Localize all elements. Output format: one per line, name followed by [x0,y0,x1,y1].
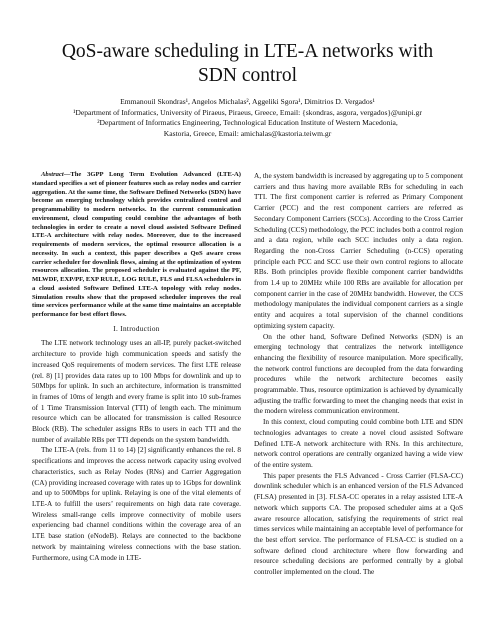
right-paragraph-1: A, the system bandwidth is increased by aggregating up to 5 component carriers and thus having more available RBs for scheduling in each TTI. The first component carrier is referred as Primary Component Carrier (PCC) and the rest component carriers are referred as Secondary Component Carriers (SCCs). According to the Cross Carrier Scheduling (CCS) methodology, the PCC includes both a control region and a data region, while each SCC includes only a data region. Regarding the non-Cross Carrier Scheduling (n-CCS) operating principle each PCC and SCC use their own control regions to allocate RBs. Both principles provide flexible component carrier bandwidths from 1.4 up to 20MHz while 100 RBs are available for allocation per component carrier in the case of 20MHz bandwidth. However, the CCS methodology manipulates the individual component carriers as a single entity and acquires a total supervision of the channel conditions optimizing system capacity. [254,172,463,330]
affiliation-2: ²Department of Informatics Engineering, Technological Education Institute of Western Macedonia, [97,118,398,128]
author-names: Emmanouil Skondras¹, Angelos Michalas², Aggeliki Sgora¹, Dimitrios D. Vergados¹ [120,97,375,106]
title-line-1: QoS-aware scheduling in LTE-A networks with [61,41,434,62]
right-column [254,171,463,578]
author-block [40,97,455,139]
title-line-2: SDN control [197,65,298,86]
right-paragraph-4: This paper presents the FLS Advanced - Cross Carrier (FLSA-CC) downlink scheduler which is an enhanced version of the FLS Advanced (FLSA) presented in [3]. FLSA-CC operates in a relay assisted LTE-A network which supports CA. The proposed scheduler aims at a QoS aware resource allocation, satisfying the requirements of strict real times services while maintaining an acceptable level of performance for the best effort service. The performance of FLSA-CC is studied on a software defined cloud architecture where flow forwarding and resource scheduling decisions are performed centrally by a global controller implemented on the cloud. The [254,471,463,577]
affiliation-3: Kastoria, Greece, Email: amichalas@kastoria.teiwm.gr [163,128,332,138]
abstract-label: Abstract [41,171,64,178]
right-paragraph-2: On the other hand, Software Defined Networks (SDN) is an emerging technology that centralizes the network intelligence enhancing the flexibility of resource manipulation. More specifically, the network control functions are decoupled from the data forwarding procedures while the network architecture becomes easily programmable. Thus, resource optimization is achieved by dynamically adjusting the traffic forwarding to meet the changing needs that exist in the modern wireless communication environment. [254,332,463,416]
paper-title [40,40,455,88]
abstract [32,171,241,320]
section-heading-introduction: I. Introduction [113,324,160,333]
intro-paragraph-2: The LTE-A (rels. from 11 to 14) [2] significantly enhances the rel. 8 specifications and improves the access network capacity using evolved characteristics, such as Relay Nodes (RNs) and Carrier Aggregation (CA) providing increased coverage with rates up to 1Gbps for downlink and up to 500Mbps for uplink. Relaying is one of the vital elements of LTE-A to fulfill the users’ requirements on high data rate coverage. Wireless small-range cells improve connectivity of mobile users experiencing bad channel conditions within the coverage area of an LTE base station (eNodeB). Relays are connected to the backbone network by maintaining wireless connections with the base station. Furthermore, using CA mode in LTE- [32,446,241,562]
intro-paragraph-1: The LTE network technology uses an all-IP, purely packet-switched architecture to provide high communication speeds and satisfy the increased QoS requirements of modern services. The first LTE release (rel. 8) [1] provides data rates up to 100 Mbps for downlink and up to 50Mbps for uplink. In such an architecture, information is transmitted in frames of 10ms of length and every frame is split into 10 sub-frames of 1 Time Transmission Interval (TTI) of length each. The minimum resource which can be allocated for transmission is called Resource Block (RB). The scheduler assigns RBs to users in each TTI and the number of available RBs per TTI depends on the system bandwidth. [32,339,241,444]
left-column [32,171,241,563]
affiliation-1: ¹Department of Informatics, University of Piraeus, Piraeus, Greece, Email: {skondras, asgora, vergados}@unipi.gr [73,107,422,117]
right-paragraph-3: In this context, cloud computing could combine both LTE and SDN technologies advantages to create a novel cloud assisted Software Defined LTE-A network architecture with RNs. In this architecture, network control operations are centrally organized having a wide view of the entire system. [254,418,463,469]
abstract-text: —The 3GPP Long Term Evolution Advanced (LTE-A) standard specifies a set of pioneer features such as relay nodes and carrier aggregation. At the same time, the Software Defined Networks (SDN) have become an emerging technology which provides centralized control and programmability to modern networks. In the current communication environment, cloud computing could combine the advantages of both technologies in order to create a novel cloud assisted Software Defined LTE-A architecture with relay nodes. Moreover, due to the increased requirements of modern services, the optimal resource allocation is a necessity. In such a context, this paper describes a QoS aware cross carrier scheduler for downlink flows, aiming at the optimization of system resources allocation. The proposed scheduler is evaluated against the PF, MLWDF, EXP/PF, EXP RULE, LOG RULE, FLS and FLSA schedulers in a cloud assisted Software Defined LTE-A topology with relay nodes. Simulation results show that the proposed scheduler improves the real time services performance while at the same time maintains an acceptable performance for best effort flows. [32,171,241,318]
